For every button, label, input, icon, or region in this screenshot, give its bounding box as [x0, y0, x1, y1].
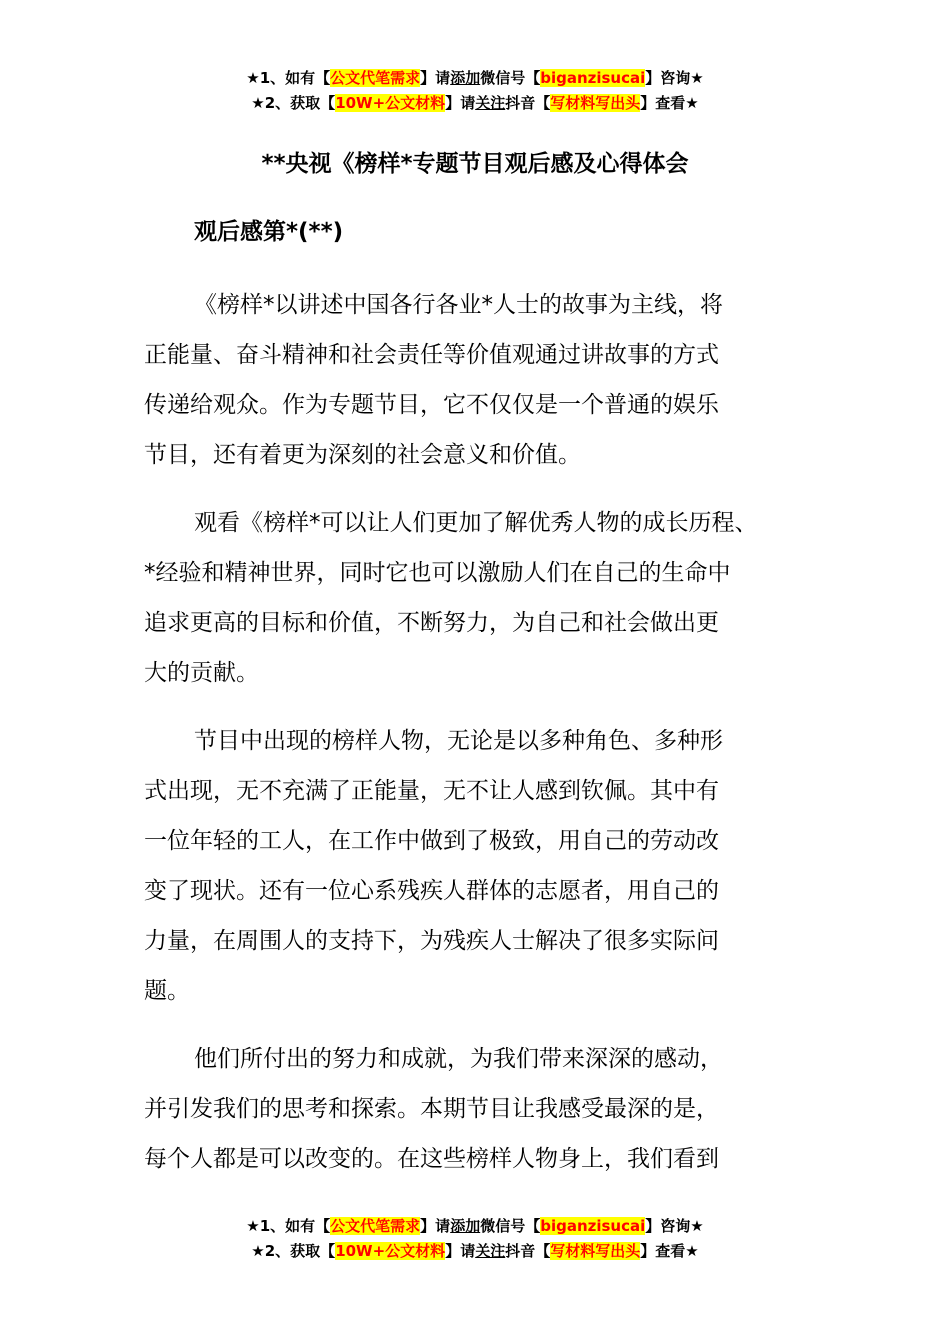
highlight-douyin-account: 写材料写出头: [550, 94, 641, 112]
paragraph-line: 《榜样*以讲述中国各行各业*人士的故事为主线，将: [194, 292, 723, 318]
highlight-wechat-id: biganzisucai: [540, 1217, 646, 1235]
paragraph-line: 题。: [144, 978, 190, 1004]
banner-text: 抖音【: [505, 94, 551, 112]
highlight-writing-service: 公文代笔需求: [330, 69, 421, 87]
document-body: [144, 280, 824, 1202]
paragraph: [144, 1034, 824, 1184]
paragraph-line: 正能量、奋斗精神和社会责任等价值观通过讲故事的方式: [144, 342, 719, 368]
footer-banner: [0, 1214, 950, 1264]
paragraph-line: 传递给观众。作为专题节目，它不仅仅是一个普通的娱乐: [144, 392, 719, 418]
highlight-materials: 10W+公文材料: [335, 1242, 446, 1260]
document-subtitle: 观后感第*(**): [194, 219, 344, 245]
highlight-writing-service: 公文代笔需求: [330, 1217, 421, 1235]
highlight-douyin-account: 写材料写出头: [550, 1242, 641, 1260]
banner-text: 抖音【: [505, 1242, 551, 1260]
banner-text: ★2、获取【: [251, 94, 336, 112]
banner-text: 】查看★: [640, 94, 699, 112]
paragraph-line: *经验和精神世界，同时它也可以激励人们在自己的生命中: [144, 560, 731, 586]
banner-text-underlined: 添加: [450, 1217, 481, 1235]
banner-text: 】咨询★: [645, 1217, 704, 1235]
paragraph-line: 一位年轻的工人，在工作中做到了极致，用自己的劳动改: [144, 828, 719, 854]
header-banner: [0, 66, 950, 116]
banner-line-2: [0, 1239, 950, 1264]
banner-text: 】请: [445, 94, 476, 112]
paragraph-line: 力量，在周围人的支持下，为残疾人士解决了很多实际问: [144, 928, 719, 954]
banner-text: 微信号【: [480, 1217, 541, 1235]
banner-line-1: [0, 66, 950, 91]
banner-line-2: [0, 91, 950, 116]
paragraph-line: 追求更高的目标和价值，不断努力，为自己和社会做出更: [144, 610, 719, 636]
paragraph-line: 每个人都是可以改变的。在这些榜样人物身上，我们看到: [144, 1146, 719, 1172]
banner-text: 】请: [420, 69, 451, 87]
paragraph: [144, 498, 824, 698]
banner-text-underlined: 添加: [450, 69, 481, 87]
banner-text: ★1、如有【: [246, 69, 331, 87]
paragraph-line: 节目中出现的榜样人物，无论是以多种角色、多种形: [194, 728, 723, 754]
banner-text-underlined: 关注: [475, 94, 506, 112]
paragraph-line: 观看《榜样*可以让人们更加了解优秀人物的成长历程、: [194, 510, 758, 536]
paragraph-line: 他们所付出的努力和成就，为我们带来深深的感动，: [194, 1046, 723, 1072]
banner-text: ★2、获取【: [251, 1242, 336, 1260]
banner-line-1: [0, 1214, 950, 1239]
paragraph-line: 式出现，无不充满了正能量，无不让人感到钦佩。其中有: [144, 778, 719, 804]
highlight-wechat-id: biganzisucai: [540, 69, 646, 87]
banner-text: 】查看★: [640, 1242, 699, 1260]
highlight-materials: 10W+公文材料: [335, 94, 446, 112]
document-title: **央视《榜样*专题节目观后感及心得体会: [261, 151, 689, 177]
paragraph: [144, 280, 824, 480]
paragraph: [144, 716, 824, 1016]
paragraph-line: 变了现状。还有一位心系残疾人群体的志愿者，用自己的: [144, 878, 719, 904]
banner-text: 】请: [420, 1217, 451, 1235]
paragraph-line: 大的贡献。: [144, 660, 259, 686]
banner-text: 】请: [445, 1242, 476, 1260]
banner-text-underlined: 关注: [475, 1242, 506, 1260]
paragraph-line: 并引发我们的思考和探索。本期节目让我感受最深的是，: [144, 1096, 719, 1122]
paragraph-line: 节目，还有着更为深刻的社会意义和价值。: [144, 442, 581, 468]
banner-text: ★1、如有【: [246, 1217, 331, 1235]
banner-text: 微信号【: [480, 69, 541, 87]
banner-text: 】咨询★: [645, 69, 704, 87]
